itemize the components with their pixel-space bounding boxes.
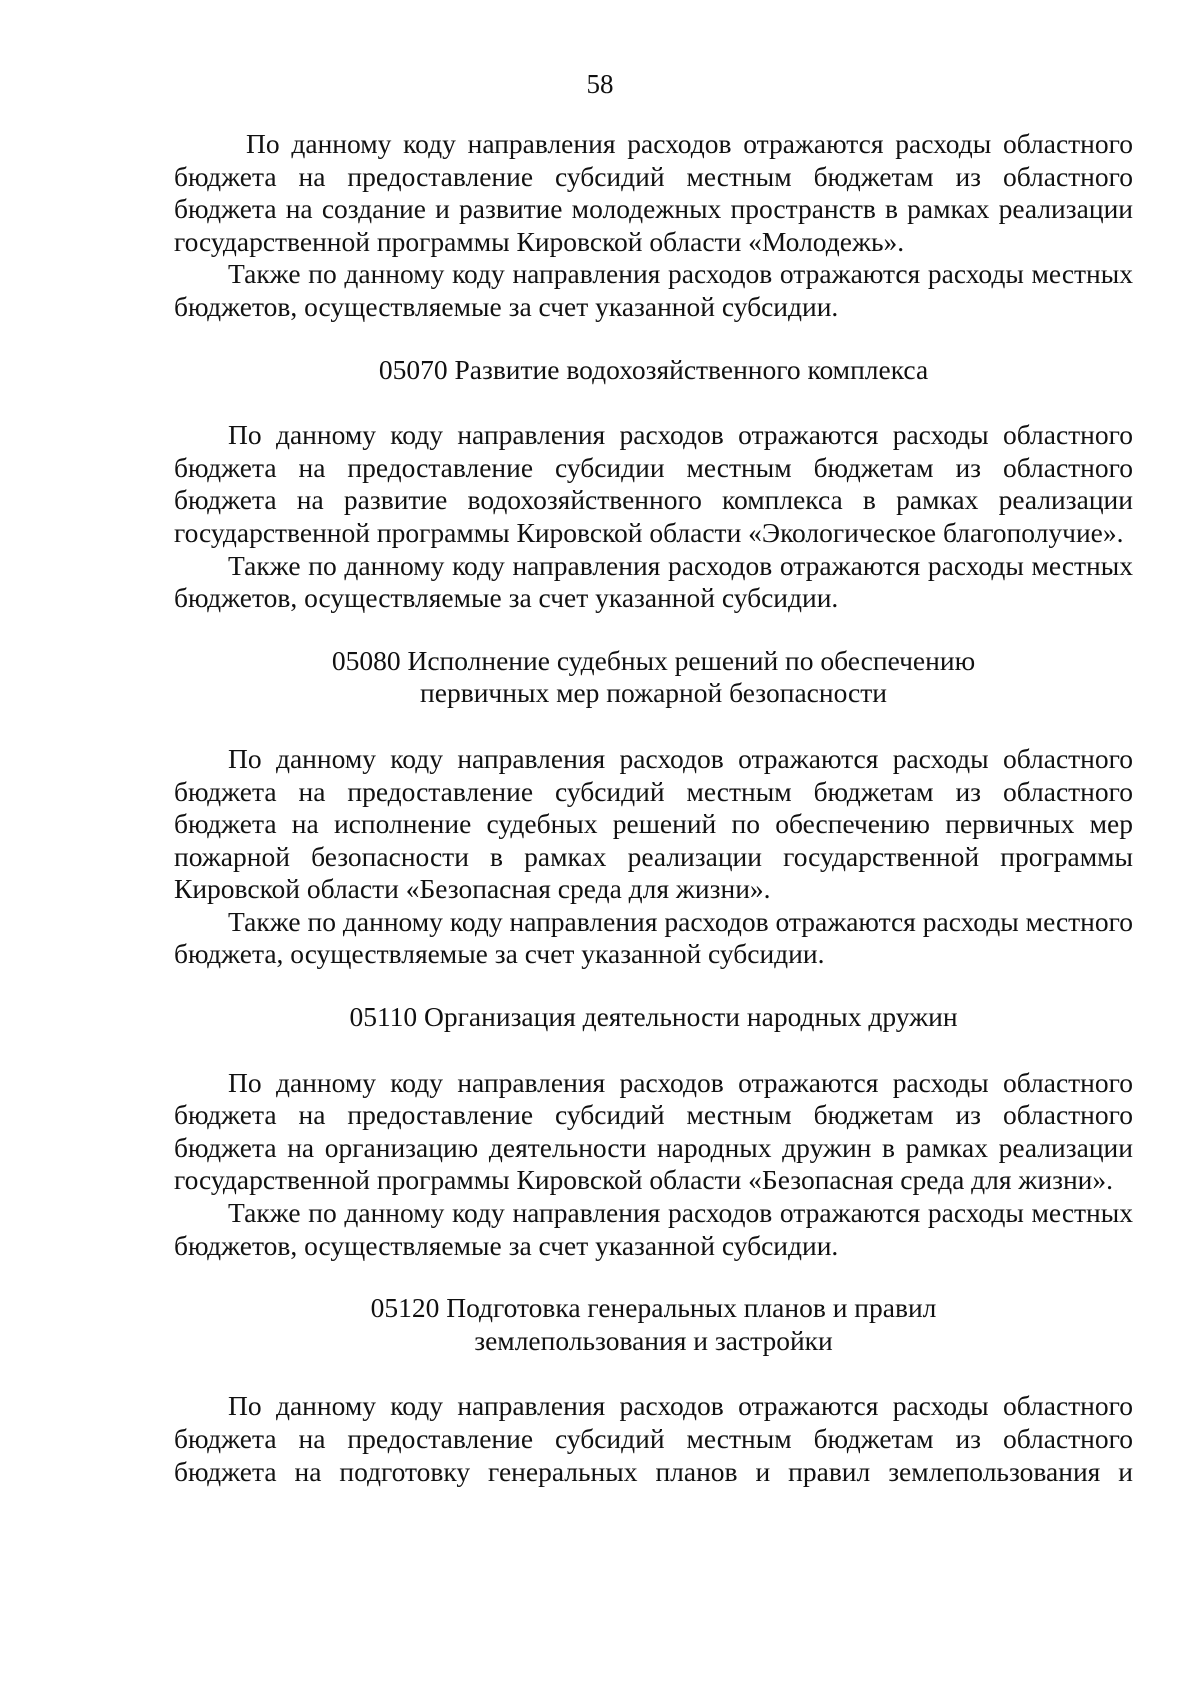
section-05110-paragraph-1: По данному коду направления расходов отражаются расходы областного бюджета на предоставление субсидий местным бюджетам из областного бюджета на организацию деятельности народных дружин в рамках реализации государственной программы Кировской области «Безопасная среда для жизни». xyxy=(174,1066,1133,1196)
section-heading-05070 xyxy=(174,354,1133,387)
section-heading-05110 xyxy=(174,1001,1133,1034)
section-05080-paragraph-2: Также по данному коду направления расходов отражаются расходы местного бюджета, осуществляемые за счет указанной субсидии. xyxy=(174,905,1133,970)
intro-paragraph-1: По данному коду направления расходов отражаются расходы областного бюджета на предоставление субсидий местным бюджетам из областного бюджета на создание и развитие молодежных пространств в рамках реализации государственной программы Кировской области «Молодежь». xyxy=(174,128,1133,257)
section-05070-paragraph-1: По данному коду направления расходов отражаются расходы областного бюджета на предоставление субсидии местным бюджетам из областного бюджета на развитие водохозяйственного комплекса в рамках реализации государственной программы Кировской области «Экологическое благополучие». xyxy=(174,419,1133,548)
heading-line: землепользования и застройки xyxy=(474,1324,833,1356)
section-05070-paragraph-2: Также по данному коду направления расходов отражаются расходы местных бюджетов, осуществляемые за счет указанной субсидии. xyxy=(174,549,1133,614)
section-heading-05120 xyxy=(174,1292,1133,1357)
intro-paragraph-2: Также по данному коду направления расходов отражаются расходы местных бюджетов, осуществляемые за счет указанной субсидии. xyxy=(174,258,1133,322)
section-05120-paragraph-1: По данному коду направления расходов отражаются расходы областного бюджета на предоставление субсидий местным бюджетам из областного бюджета на подготовку генеральных планов и правил землепользования и xyxy=(174,1390,1133,1487)
section-05110-paragraph-2: Также по данному коду направления расходов отражаются расходы местных бюджетов, осуществляемые за счет указанной субсидии. xyxy=(174,1197,1133,1261)
heading-line: 05080 Исполнение судебных решений по обеспечению xyxy=(331,644,976,676)
page-number: 58 xyxy=(586,69,614,99)
heading-line: первичных мер пожарной безопасности xyxy=(420,677,887,709)
section-heading-05080 xyxy=(174,645,1133,710)
heading-line: 05070 Развитие водохозяйственного комплекса xyxy=(378,353,929,385)
document-body xyxy=(174,128,1133,1488)
heading-line: 05120 Подготовка генеральных планов и правил xyxy=(370,1292,937,1324)
heading-line: 05110 Организация деятельности народных дружин xyxy=(349,1001,958,1033)
section-05080-paragraph-1: По данному коду направления расходов отражаются расходы областного бюджета на предоставление субсидий местным бюджетам из областного бюджета на исполнение судебных решений по обеспечению первичных мер пожарной безопасности в рамках реализации государственной программы Кировской области «Безопасная среда для жизни». xyxy=(174,742,1133,905)
